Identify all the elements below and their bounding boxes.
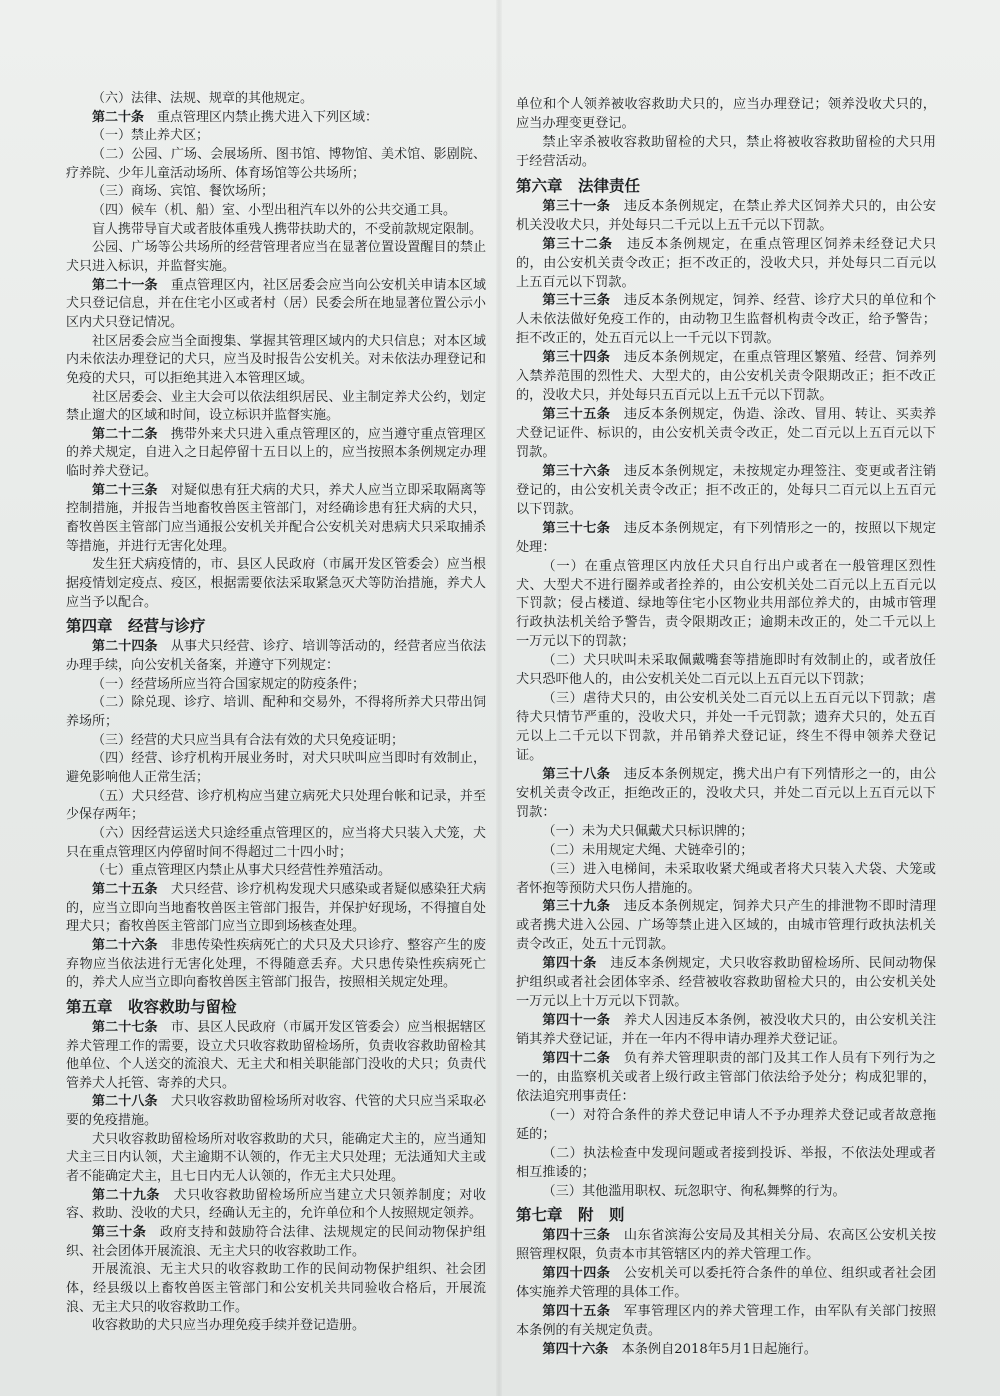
paragraph	[66, 1317, 486, 1336]
chapter-heading: 第六章 法律责任	[516, 176, 641, 195]
paragraph-text: 本条例自2018年5月1日起施行。	[621, 1342, 817, 1358]
article-number: 第三十六条	[542, 463, 611, 479]
article-paragraph	[66, 277, 486, 333]
paragraph-text: 违反本条例规定，有下列情形之一的，按照以下规定处理：	[516, 520, 937, 555]
paragraph-text: 军事管理区内的养犬管理工作，由军队有关部门按照本条例的有关规定负责。	[516, 1304, 937, 1339]
paragraph	[66, 183, 486, 202]
paragraph	[516, 861, 936, 899]
article-paragraph	[66, 109, 486, 128]
chapter-heading: 第四章 经营与诊疗	[66, 617, 206, 636]
article-paragraph	[516, 463, 936, 520]
paragraph-text: 公安机关可以委托符合条件的单位、组织或者社会团体实施养犬管理的具体工作。	[516, 1266, 937, 1301]
paragraph	[66, 825, 486, 862]
paragraph-text: （一）经营场所应当符合国家规定的防疫条件；	[92, 676, 366, 692]
paragraph-text: 负有养犬管理职责的部门及其工作人员有下列行为之一的，由监察机关或者上级行政主管部门依法给予处分；构成犯罪的，依法追究刑事责任：	[516, 1050, 937, 1104]
article-number: 第三十四条	[542, 350, 611, 366]
paragraph-text: 政府支持和鼓励符合法律、法规规定的民间动物保护组织、社会团体开展流浪、无主犬只的收容救助工作。	[66, 1225, 486, 1259]
paragraph-text: （二）除兑现、诊疗、培训、配种和交易外，不得将所养犬只带出饲养场所；	[66, 695, 486, 729]
article-paragraph	[66, 1224, 486, 1261]
paragraph-text: （三）进入电梯间，未采取收紧犬绳或者将犬只装入犬袋、犬笼或者怀抱等预防犬只伤人措施的。	[516, 861, 936, 896]
paragraph-text: （五）犬只经营、诊疗机构应当建立病死犬只处理台帐和记录，并至少保存两年；	[66, 788, 486, 823]
article-paragraph	[66, 937, 486, 993]
paragraph-text: （三）经营的犬只应当具有合法有效的犬只免疫证明；	[92, 732, 405, 748]
article-number: 第四十条	[542, 956, 597, 972]
article-number: 第四十二条	[542, 1050, 611, 1066]
paragraph-text: 社区居委会、业主大会可以依法组织居民、业主制定养犬公约，划定禁止遛犬的区域和时间，设立标识并监督实施。	[66, 389, 486, 424]
article-number: 第二十一条	[92, 277, 158, 293]
paragraph-text: （三）虐待犬只的，由公安机关处二百元以上五百元以下罚款；虐待犬只情节严重的，没收犬只，并处一千元罚款；遗弃犬只的，处五百元以上二千元以下罚款，并吊销养犬登记证，终生不得申领养犬登记证。	[516, 691, 936, 763]
paragraph	[516, 652, 936, 690]
paragraph-text: 违反本条例规定，在重点管理区繁殖、经营、饲养列入禁养范围的烈性犬、大型犬的，由公安机关责令限期改正；拒不改正的，没收犬只，并处每只五百元以上五千元以下罚款。	[516, 350, 937, 404]
article-number: 第四十四条	[542, 1266, 611, 1282]
paragraph-text: （一）未为犬只佩戴犬只标识牌的；	[542, 823, 754, 839]
paragraph	[66, 333, 486, 389]
article-number: 第二十五条	[92, 881, 158, 897]
paragraph-text: 违反本条例规定，伪造、涂改、冒用、转让、买卖养犬登记证件、标识的，由公安机关责令改正，处二百元以上五百元以下罚款。	[516, 407, 937, 460]
paragraph-text: （三）商场、宾馆、餐饮场所；	[92, 184, 275, 200]
paragraph	[66, 732, 486, 751]
article-number: 第二十九条	[92, 1187, 161, 1203]
paragraph	[66, 1261, 486, 1317]
article-paragraph	[516, 1303, 936, 1341]
paragraph	[66, 676, 486, 695]
paragraph-text: （一）在重点管理区内放任犬只自行出户或者在一般管理区烈性犬、大型犬不进行圈养或者拴养的，由公安机关处二百元以上五百元以下罚款；侵占楼道、绿地等住宅小区物业共用部位养犬的，由城市管理行政执法机关给予警告，责令限期改正；逾期未改正的，处二千元以上一万元以下的罚款；	[516, 558, 936, 650]
article-number: 第二十条	[92, 109, 145, 125]
article-number: 第二十三条	[92, 482, 158, 498]
paragraph	[66, 862, 486, 881]
article-number: 第四十三条	[542, 1228, 611, 1244]
paragraph-text: （四）经营、诊疗机构开展业务时，对犬只吠叫应当即时有效制止，避免影响他人正常生活；	[66, 751, 486, 785]
paragraph-text: 违反本条例规定，未按规定办理签注、变更或者注销登记的，由公安机关责令改正；拒不改正的，处每只二百元以上五百元以下罚款。	[516, 463, 937, 517]
paragraph-text: 违反本条例规定，携犬出户有下列情形之一的，由公安机关责令改正，拒绝改正的，没收犬只，并处二百元以上五百元以下罚款：	[516, 766, 937, 820]
paragraph-text: 重点管理区内禁止携犬进入下列区域：	[157, 109, 379, 125]
paragraph-text: 社区居委会应当全面搜集、掌握其管理区域内的犬只信息；对本区域内未依法办理登记的犬只，应当及时报告公安机关。对未依法办理登记和免疫的犬只，可以拒绝其进入本管理区域。	[66, 333, 486, 386]
article-paragraph	[516, 406, 936, 463]
paragraph-text: 违反本条例规定，饲养、经营、诊疗犬只的单位和个人未依法做好免疫工作的，由动物卫生监督机构责令改正，给予警告；拒不改正的，处五百元以上一千元以下罚款。	[516, 293, 937, 347]
paragraph-text: 违反本条例规定，在重点管理区饲养未经登记犬只的，由公安机关责令改正；拒不改正的，没收犬只，并处每只二百元以上五百元以下罚款。	[516, 236, 937, 290]
article-number: 第四十一条	[542, 1013, 611, 1029]
paragraph	[66, 788, 486, 825]
article-paragraph	[66, 638, 486, 675]
paragraph-text: 山东省滨海公安局及其相关分局、农高区公安机关按照管理权限，负责本市其管辖区内的养犬管理工作。	[516, 1228, 937, 1263]
article-paragraph	[516, 1050, 936, 1107]
article-paragraph	[516, 955, 936, 1012]
paragraph-text: 对疑似患有狂犬病的犬只，养犬人应当立即采取隔离等控制措施，并报告当地畜牧兽医主管部门，对经确诊患有狂犬病的犬只，畜牧兽医主管部门应当通报公安机关并配合公安机关对患病犬只采取捕杀等措施，并进行无害化处理。	[66, 482, 486, 554]
paragraph-text: （一）禁止养犬区；	[92, 128, 210, 144]
paragraph	[516, 823, 936, 842]
article-paragraph	[516, 198, 936, 236]
paragraph	[66, 1131, 486, 1187]
article-paragraph	[516, 1265, 936, 1303]
article-number: 第二十四条	[92, 639, 158, 655]
article-number: 第三十二条	[542, 236, 613, 252]
article-number: 第二十七条	[92, 1019, 158, 1035]
paragraph-text: （二）未用规定犬绳、犬链牵引的；	[542, 842, 754, 858]
article-paragraph	[516, 898, 936, 955]
paragraph-text: （二）公园、广场、会展场所、图书馆、博物馆、美术馆、影剧院、疗养院、少年儿童活动场所、体育场馆等公共场所；	[66, 146, 486, 181]
paragraph-text: 非患传染性疾病死亡的犬只及犬只诊疗、整容产生的废弃物应当依法进行无害化处理，不得随意丢弃。犬只患传染性疾病死亡的，养犬人应当立即向畜牧兽医主管部门报告，按照相关规定处理。	[66, 937, 486, 991]
article-number: 第三十一条	[542, 198, 611, 214]
left-text-column	[66, 90, 486, 1336]
paragraph	[516, 1107, 936, 1145]
paragraph-text: 市、县区人民政府（市属开发区管委会）应当根据辖区养犬管理工作的需要，设立犬只收容救助留检场所，负责收容救助留检其他单位、个人送交的流浪犬、无主犬和相关职能部门没收的犬只；负责代管养犬人托管、寄养的犬只。	[66, 1019, 486, 1091]
paragraph	[66, 90, 486, 109]
article-number: 第二十六条	[92, 937, 158, 953]
paragraph-text: （二）犬只吠叫未采取佩戴嘴套等措施即时有效制止的，或者放任犬只恐吓他人的，由公安机关处二百元以上五百元以下罚款；	[516, 653, 936, 688]
paragraph-text: 禁止宰杀被收容救助留检的犬只，禁止将被收容救助留检的犬只用于经营活动。	[516, 134, 936, 169]
paragraph-text: 违反本条例规定，饲养犬只产生的排泄物不即时清理或者携犬进入公园、广场等禁止进入区域的，由城市管理行政执法机关责令改正，处五十元罚款。	[516, 899, 937, 953]
article-paragraph	[516, 1227, 936, 1265]
paragraph	[516, 1145, 936, 1183]
paragraph-text: 发生狂犬病疫情的，市、县区人民政府（市属开发区管委会）应当根据疫情划定疫点、疫区，根据需要依法采取紧急灭犬等防治措施，养犬人应当予以配合。	[66, 557, 486, 610]
article-number: 第三十五条	[542, 407, 611, 423]
article-paragraph	[66, 1019, 486, 1094]
paragraph	[516, 690, 936, 766]
chapter-heading: 第七章 附 则	[516, 1206, 625, 1225]
paragraph-text: （六）因经营运送犬只途经重点管理区的，应当将犬只装入犬笼，犬只在重点管理区内停留时间不得超过二十四小时；	[66, 825, 486, 860]
page-fold-shadow	[496, 0, 502, 1396]
paragraph-text: 公园、广场等公共场所的经营管理者应当在显著位置设置醒目的禁止犬只进入标识，并监督实施。	[66, 240, 486, 274]
article-number: 第三十三条	[542, 293, 611, 309]
paragraph-text: 开展流浪、无主犬只的收容救助工作的民间动物保护组织、社会团体，经县级以上畜牧兽医主管部门和公安机关共同验收合格后，开展流浪、无主犬只的收容救助工作。	[66, 1262, 486, 1315]
paragraph-text: （四）候车（机、船）室、小型出租汽车以外的公共交通工具。	[92, 202, 457, 218]
article-number: 第三十条	[92, 1225, 147, 1241]
paragraph-text: （三）其他滥用职权、玩忽职守、徇私舞弊的行为。	[542, 1183, 846, 1199]
paragraph	[66, 556, 486, 612]
paragraph	[516, 558, 936, 653]
article-paragraph	[66, 881, 486, 937]
article-paragraph	[516, 1341, 936, 1360]
paragraph	[66, 239, 486, 276]
paragraph-text: 违反本条例规定，犬只收容救助留检场所、民间动物保护组织或者社会团体宰杀、经营被收容救助留检犬只的，由公安机关处一万元以上十万元以下罚款。	[516, 956, 937, 1010]
paragraph-text: （二）执法检查中发现问题或者接到投诉、举报，不依法处理或者相互推诿的；	[516, 1145, 936, 1180]
article-number: 第三十八条	[542, 766, 611, 782]
article-paragraph	[516, 349, 936, 406]
article-paragraph	[66, 1187, 486, 1224]
article-number: 第四十六条	[542, 1342, 609, 1358]
paragraph	[516, 1183, 936, 1202]
paragraph-text: 养犬人因违反本条例，被没收犬只的，由公安机关注销其养犬登记证，并在一年内不得申请办理养犬登记证。	[516, 1013, 937, 1047]
paragraph	[66, 750, 486, 787]
chapter-heading: 第五章 收容救助与留检	[66, 997, 237, 1016]
paragraph-text: 犬只收容救助留检场所对收容、代管的犬只应当采取必要的免疫措施。	[66, 1094, 486, 1129]
paragraph	[66, 694, 486, 731]
paragraph-text: 犬只收容救助留检场所对收容救助的犬只，能确定犬主的，应当通知犬主三日内认领，犬主逾期不认领的，作无主犬只处理；无法通知犬主或者不能确定犬主，且七日内无人认领的，作无主犬只处理。	[66, 1131, 486, 1185]
paragraph-text: （六）法律、法规、规章的其他规定。	[92, 91, 314, 106]
article-number: 第四十五条	[542, 1304, 611, 1320]
paragraph-text: 从事犬只经营、诊疗、培训等活动的，经营者应当依法办理手续，向公安机关备案，并遵守下列规定：	[66, 639, 486, 674]
paragraph	[66, 389, 486, 426]
paragraph-text: （七）重点管理区内禁止从事犬只经营性养殖活动。	[92, 863, 392, 879]
paragraph	[66, 146, 486, 183]
paragraph	[66, 202, 486, 221]
paragraph-text: （一）对符合条件的养犬登记申请人不予办理养犬登记或者故意拖延的；	[516, 1107, 936, 1142]
article-paragraph	[66, 1093, 486, 1130]
article-paragraph	[516, 766, 936, 823]
article-paragraph	[516, 292, 936, 349]
article-number: 第三十九条	[542, 899, 611, 915]
paragraph-text: 收容救助的犬只应当办理免疫手续并登记造册。	[92, 1318, 366, 1334]
paragraph-text: 盲人携带导盲犬或者肢体重残人携带扶助犬的，不受前款规定限制。	[92, 221, 483, 237]
paragraph	[66, 127, 486, 146]
article-number: 第二十二条	[92, 426, 158, 442]
paragraph-text: 携带外来犬只进入重点管理区的，应当遵守重点管理区的养犬规定，自进入之日起停留十五日以上的，应当按照本条例规定办理临时养犬登记。	[66, 426, 486, 480]
right-text-column	[516, 96, 936, 1360]
paragraph-text: 犬只经营、诊疗机构发现犬只感染或者疑似感染狂犬病的，应当立即向当地畜牧兽医主管部门报告，并保护好现场，不得擅自处理犬只；畜牧兽医主管部门应当立即到场核查处理。	[66, 881, 486, 935]
article-number: 第三十七条	[542, 520, 611, 536]
paragraph	[516, 96, 936, 134]
paragraph	[66, 221, 486, 240]
article-paragraph	[516, 1012, 936, 1050]
paragraph-text: 重点管理区内，社区居委会应当向公安机关申请本区域犬只登记信息，并在住宅小区或者村（居）民委会所在地显著位置公示小区内犬只登记情况。	[66, 277, 486, 330]
article-paragraph	[516, 236, 936, 293]
article-paragraph	[66, 426, 486, 482]
paragraph-text: 违反本条例规定，在禁止养犬区饲养犬只的，由公安机关没收犬只，并处每只二千元以上五千元以下罚款。	[516, 198, 937, 233]
paragraph	[516, 842, 936, 861]
paragraph	[516, 134, 936, 172]
article-paragraph	[66, 482, 486, 557]
article-number: 第二十八条	[92, 1094, 158, 1110]
paragraph-text: 单位和个人领养被收容救助犬只的，应当办理登记；领养没收犬只的，应当办理变更登记。	[516, 97, 936, 131]
paragraph-text: 犬只收容救助留检场所应当建立犬只领养制度；对收容、救助、没收的犬只，经确认无主的，允许单位和个人按照规定领养。	[66, 1187, 486, 1222]
article-paragraph	[516, 520, 936, 558]
